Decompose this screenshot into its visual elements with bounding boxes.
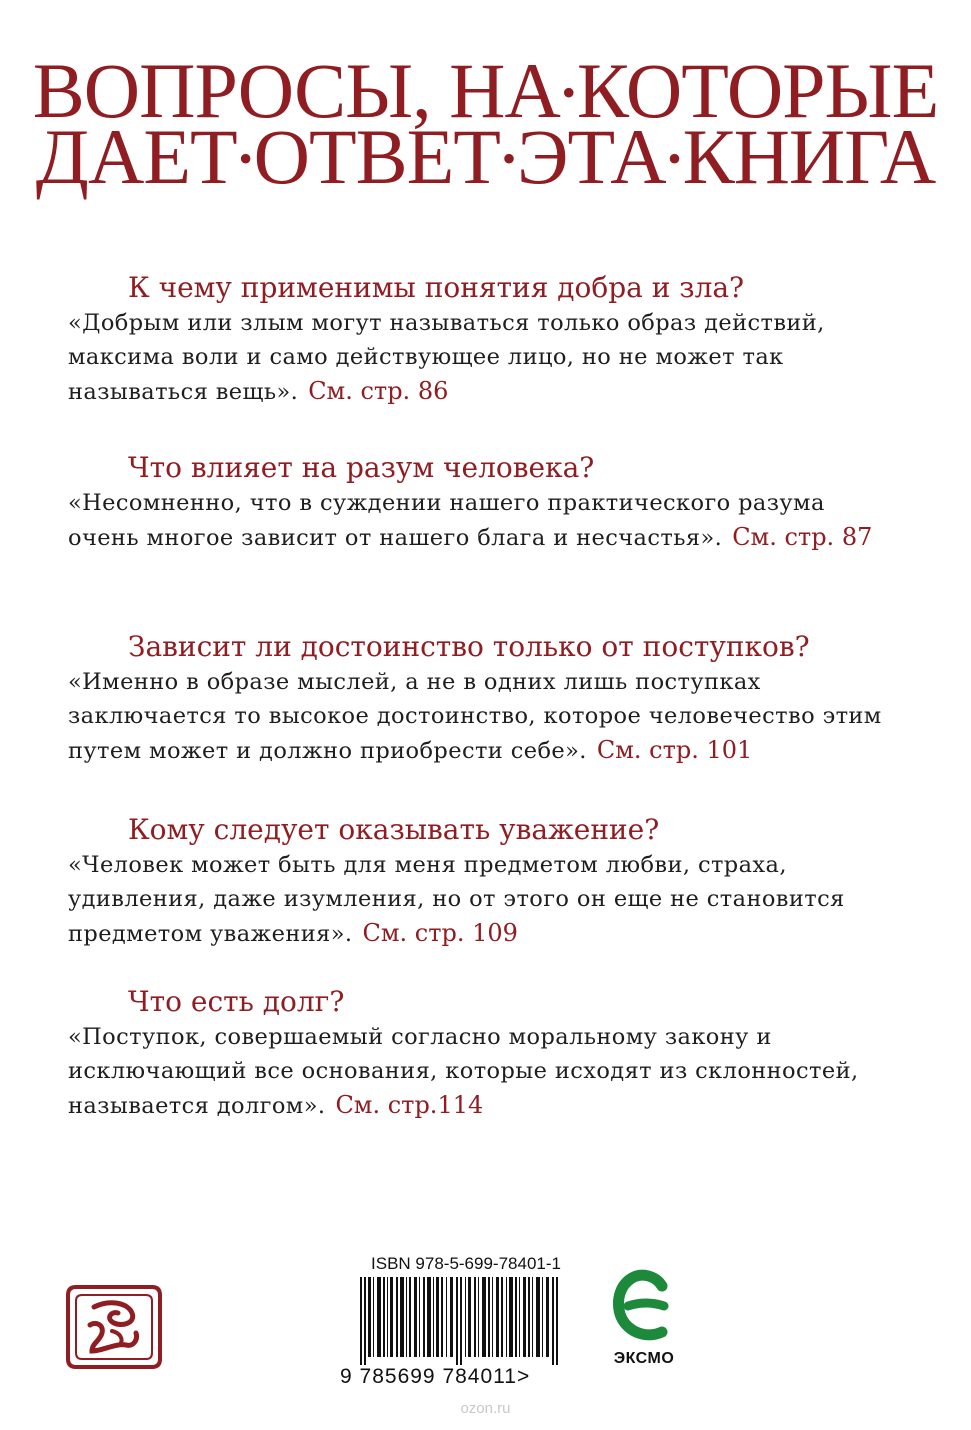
answer-quote	[68, 486, 888, 555]
qa-block	[68, 812, 888, 951]
question-heading: Что влияет на разум человека?	[128, 451, 595, 484]
qa-block	[68, 270, 888, 409]
answer-quote	[68, 665, 888, 768]
title-separator: •	[238, 136, 252, 182]
barcode-digit-group: 785699	[359, 1365, 436, 1388]
eksmo-logo-icon	[606, 1268, 682, 1348]
series-logo-icon	[66, 1285, 162, 1369]
answer-text: «Поступок, совершаемый согласно моральному закону и исключающий все основания, которые исходят из склонностей, называется долгом».	[68, 1024, 859, 1119]
answer-text: «Несомненно, что в суждении нашего практического разума очень многое зависит от нашего блага и несчастья».	[68, 490, 825, 551]
page-reference: См. стр. 101	[596, 736, 753, 764]
title-word: НА	[449, 47, 560, 134]
title-separator: •	[561, 70, 575, 116]
barcode-digit-first: 9	[340, 1365, 353, 1388]
page-reference: См. стр. 109	[362, 919, 518, 947]
barcode-bars	[340, 1277, 592, 1365]
answer-text: «Именно в образе мыслей, а не в одних лишь поступках заключается то высокое достоинство, которое человечество этим путем может и должно приобрести себе».	[68, 669, 882, 764]
answer-quote	[68, 848, 888, 951]
answer-quote	[68, 1020, 888, 1123]
answer-text: «Человек может быть для меня предметом любви, страха, удивления, даже изумления, но от этого он еще не становится предметом уважения».	[68, 852, 845, 947]
barcode-digit-group: 784011	[442, 1365, 517, 1388]
title-word: ВОПРОСЫ,	[32, 47, 431, 134]
answer-quote	[68, 306, 888, 409]
isbn-barcode	[340, 1253, 592, 1395]
qa-block	[68, 629, 888, 768]
title-word: ЭТА	[516, 113, 666, 200]
title-separator: •	[501, 136, 515, 182]
question-heading: К чему применимы понятия добра и зла?	[128, 271, 745, 304]
title-word: КОТОРЫЕ	[576, 47, 939, 134]
title-word: КНИГА	[682, 113, 936, 200]
watermark-text: ozon.ru	[460, 1400, 511, 1417]
page-reference: См. стр. 86	[308, 377, 449, 405]
barcode-digits	[340, 1365, 592, 1389]
title-word: ОТВЕТ	[253, 113, 500, 200]
eksmo-logo	[606, 1268, 682, 1378]
publisher-name: ЭКСМО	[613, 1350, 675, 1367]
question-heading: Что есть долг?	[128, 985, 345, 1018]
qa-block	[68, 450, 888, 555]
qa-block	[68, 984, 888, 1123]
title-line-2	[0, 113, 971, 200]
title-separator: •	[667, 136, 681, 182]
answer-text: «Добрым или злым могут называться только образ действий, максима воли и само действующее лицо, но не может так называться вещь».	[68, 310, 825, 405]
series-logo-graphic	[66, 1285, 162, 1369]
page-reference: См. стр.114	[335, 1091, 484, 1119]
barcode-digit-end: >	[516, 1365, 531, 1388]
cover-title	[0, 47, 971, 200]
isbn-number: ISBN 978-5-699-78401-1	[371, 1254, 561, 1273]
title-word: ДАЕТ	[35, 113, 237, 200]
question-heading: Кому следует оказывать уважение?	[128, 813, 660, 846]
page-reference: См. стр. 87	[732, 523, 873, 551]
question-heading: Зависит ли достоинство только от поступков?	[128, 630, 810, 663]
